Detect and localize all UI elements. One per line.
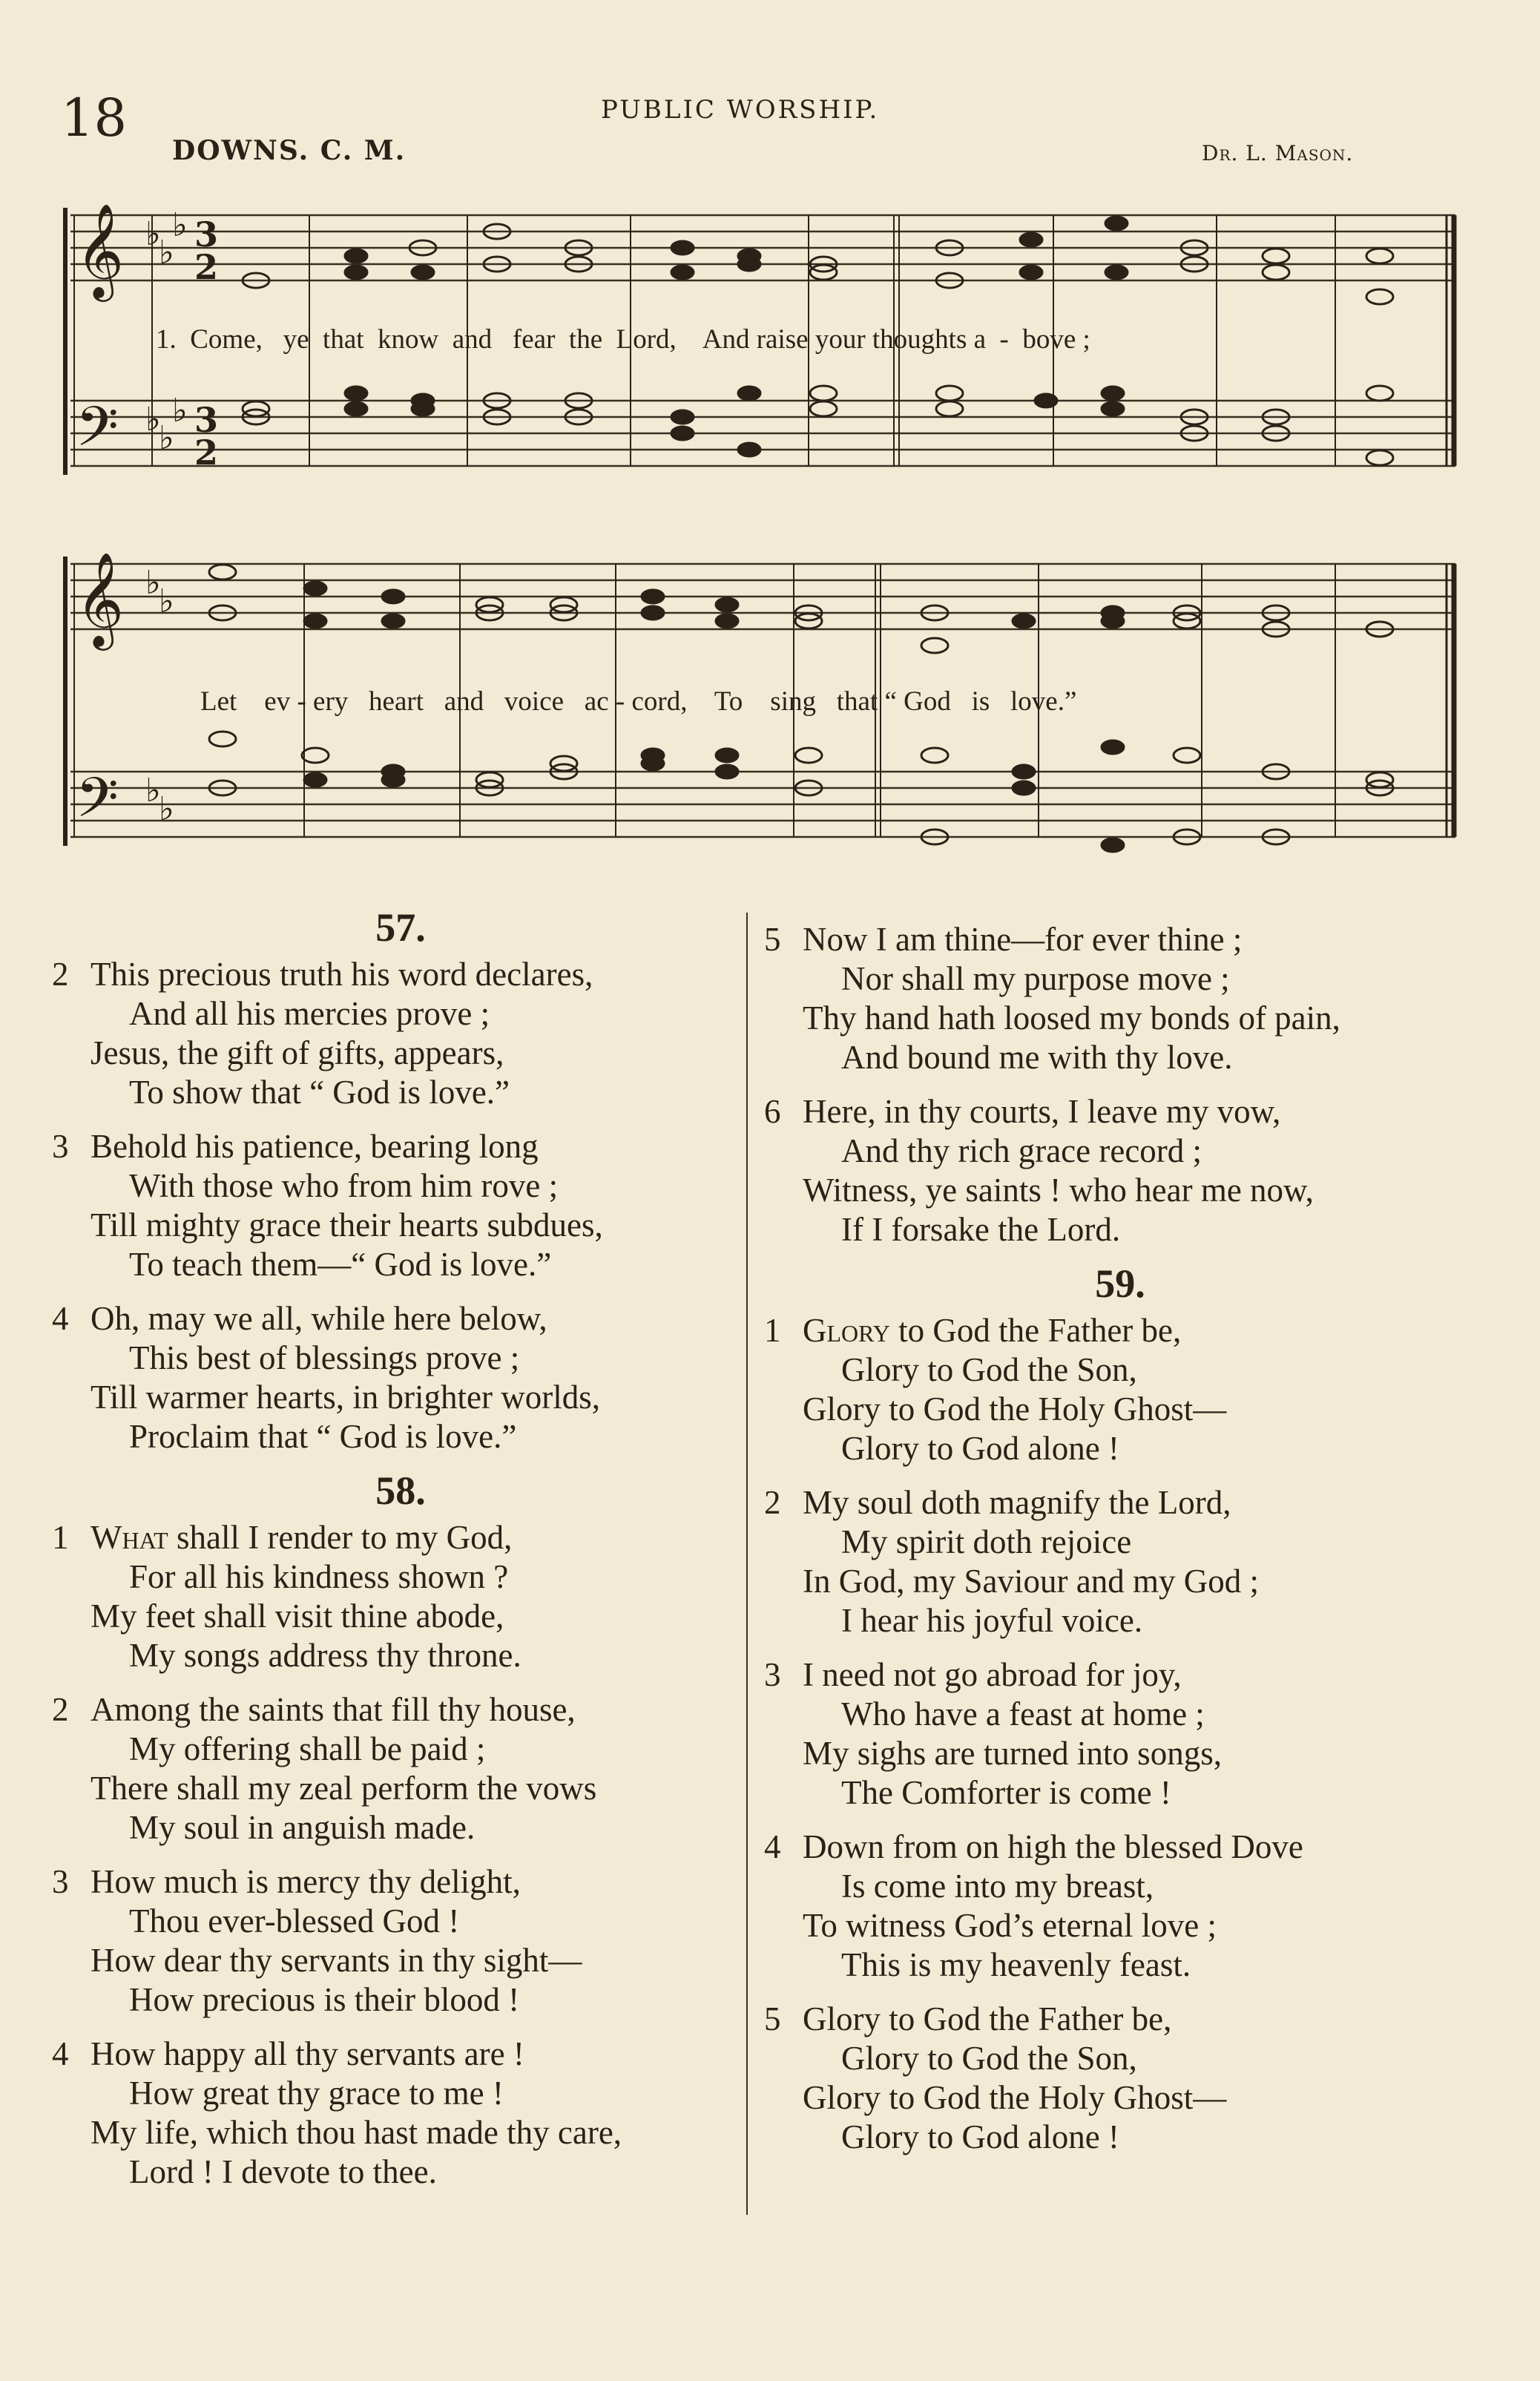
verse-line: I need not go abroad for joy, [803,1656,1182,1693]
stanza [52,1299,749,1456]
verse-line [803,1311,1226,1350]
first-word: Glory [803,1312,890,1349]
verse-line: How happy all thy servants are ! [91,2035,524,2072]
verse-line: Lord ! I devote to thee. [129,2153,437,2190]
svg-text:2: 2 [194,433,219,473]
verse-line: This precious truth his word declares, [91,956,593,993]
stanza [52,2034,749,2192]
hymn-column-right [764,920,1476,2172]
stanza [52,955,749,1112]
stanza-number: 3 [52,1863,69,1900]
stanza [764,1483,1476,1641]
verse-line: Glory to God the Son, [841,2040,1137,2077]
stanza-number: 6 [764,1093,781,1130]
bass-staff [70,772,1455,837]
stanza-lines [91,1127,603,1284]
verse-line [91,1518,521,1557]
verse-line: Glory to God the Son, [841,1351,1137,1388]
verse-line: Proclaim that “ God is love.” [129,1418,517,1455]
verse-line: Is come into my breast, [841,1868,1154,1905]
verse-line: This is my heavenly feast. [841,1946,1191,1983]
svg-text:♭: ♭ [159,234,174,272]
verse-line: My soul in anguish made. [129,1809,476,1846]
verse-line: Jesus, the gift of gifts, appears, [91,1034,504,1071]
verse-line: My spirit doth rejoice [841,1523,1132,1560]
verse-line: How precious is their blood ! [129,1981,520,2018]
svg-text:♭: ♭ [172,206,188,244]
verse-line: Glory to God the Holy Ghost— [803,2079,1227,2116]
verse-line: Oh, may we all, while here below, [91,1300,547,1337]
page-number: 18 [61,88,128,148]
stanza [764,1311,1476,1468]
svg-text:♭: ♭ [145,401,161,439]
stanza-lines [803,1311,1226,1468]
stanza-lines [91,2034,622,2192]
treble-staff [70,564,1455,629]
svg-text:♭: ♭ [145,772,161,809]
first-line-rest: shall I render to my God, [168,1519,513,1556]
verse-line: To teach them—“ God is love.” [129,1246,552,1283]
verse-line: Till warmer hearts, in brighter worlds, [91,1379,600,1416]
verse-line: Behold his patience, bearing long [91,1128,539,1165]
verse-line: My songs address thy throne. [129,1637,521,1674]
svg-text:♭: ♭ [159,582,174,620]
stanza-number: 1 [52,1519,69,1556]
tune-name: DOWNS. C. M. [172,135,407,166]
stanza [52,1690,749,1848]
verse-line: My sighs are turned into songs, [803,1735,1222,1772]
verse-line: Glory to God the Holy Ghost— [803,1390,1227,1428]
verse-line: How much is mercy thy delight, [91,1863,521,1900]
treble-clef-icon: 𝄞 [76,203,125,298]
verse-line: My life, which thou hast made thy care, [91,2114,622,2151]
stanza [764,920,1476,1077]
hymn-column-left [52,904,749,2207]
verse-line: Nor shall my purpose move ; [841,960,1230,997]
verse-line: Among the saints that fill thy house, [91,1691,576,1728]
verse-line: Glory to God alone ! [841,2118,1119,2155]
stanza-number: 5 [764,921,781,958]
stanza-lines [91,1862,582,2020]
verse-line: For all his kindness shown ? [129,1558,509,1595]
stanza [764,1827,1476,1985]
verse-line: Down from on high the blessed Dove [803,1828,1303,1865]
stanza-number: 3 [764,1656,781,1693]
stanza-lines [91,1299,600,1456]
verse-line: And bound me with thy love. [841,1039,1233,1076]
verse-line: Thy hand hath loosed my bonds of pain, [803,999,1340,1037]
verse-line: To show that “ God is love.” [129,1074,510,1111]
svg-text:3: 3 [194,400,219,440]
verse-line: With those who from him rove ; [129,1167,559,1204]
stanza-number: 2 [52,1691,69,1728]
verse-line: In God, my Saviour and my God ; [803,1563,1259,1600]
verse-line: This best of blessings prove ; [129,1339,520,1376]
treble-clef-icon: 𝄞 [76,551,125,646]
verse-line: There shall my zeal perform the vows [91,1770,597,1807]
verse-line: Glory to God alone ! [841,1430,1119,1467]
lyric-line-2: Let ev - ery heart and voice ac - cord, To sing that “ God is love.” [200,686,1077,717]
stanza-number: 3 [52,1128,69,1165]
svg-text:3: 3 [194,214,219,254]
first-word: What [91,1519,168,1556]
svg-text:♭: ♭ [145,215,161,253]
verse-line: Witness, ye saints ! who hear me now, [803,1172,1314,1209]
stanza-lines [803,920,1340,1077]
stanza [764,1092,1476,1249]
verse-line: And thy rich grace record ; [841,1132,1202,1169]
stanza [52,1518,749,1675]
verse-line: I hear his joyful voice. [841,1602,1143,1639]
bass-clef-icon: 𝄢 [76,766,119,844]
verse-line: My soul doth magnify the Lord, [803,1484,1231,1521]
stanza-number: 4 [764,1828,781,1865]
treble-staff [70,215,1455,280]
verse-line: The Comforter is come ! [841,1774,1171,1811]
verse-line: And all his mercies prove ; [129,995,490,1032]
verse-line: If I forsake the Lord. [841,1211,1121,1248]
svg-text:♭: ♭ [159,790,174,828]
verse-line: Till mighty grace their hearts subdues, [91,1206,603,1244]
stanza [764,2000,1476,2157]
stanza-lines [803,1827,1303,1985]
svg-text:2: 2 [194,247,219,287]
stanza-lines [803,1655,1222,1813]
stanza-lines [91,1518,521,1675]
clefs-and-signature [76,551,174,844]
verse-line: Thou ever-blessed God ! [129,1902,460,1940]
stanza-number: 1 [764,1312,781,1349]
verse-line: Now I am thine—for ever thine ; [803,921,1243,958]
stanza-lines [91,955,593,1112]
svg-text:♭: ♭ [159,419,174,457]
hymn-number-57: 57. [375,905,426,950]
hymn-number-58: 58. [375,1468,426,1513]
hymn-number-59: 59. [1095,1261,1145,1306]
running-head: PUBLIC WORSHIP. [601,95,880,125]
stanza-lines [803,1483,1259,1641]
verse-line: Who have a feast at home ; [841,1695,1205,1733]
verse-line: My offering shall be paid ; [129,1730,486,1767]
stanza-lines [91,1690,596,1848]
bass-clef-icon: 𝄢 [76,395,119,473]
stanza-number: 2 [764,1484,781,1521]
verse-line: Here, in thy courts, I leave my vow, [803,1093,1281,1130]
verse-line: How great thy grace to me ! [129,2075,504,2112]
stanza-number: 4 [52,2035,69,2072]
verse-line: Glory to God the Father be, [803,2000,1172,2037]
lyric-line-1: 1. Come, ye that know and fear the Lord, And raise your thoughts a - bove ; [156,324,1090,355]
stanza-number: 4 [52,1300,69,1337]
stanza-number: 5 [764,2000,781,2037]
verse-line: My feet shall visit thine abode, [91,1597,504,1635]
stanza-lines [803,2000,1226,2157]
verse-line: To witness God’s eternal love ; [803,1907,1217,1944]
stanza-number: 2 [52,956,69,993]
svg-text:♭: ♭ [172,392,188,430]
bass-staff [70,401,1455,466]
first-line-rest: to God the Father be, [889,1312,1182,1349]
composer-credit: Dr. L. Mason. [1202,141,1354,165]
stanza [52,1862,749,2020]
verse-line: How dear thy servants in thy sight— [91,1942,582,1979]
stanza [52,1127,749,1284]
stanza-lines [803,1092,1314,1249]
svg-text:♭: ♭ [145,564,161,602]
stanza [764,1655,1476,1813]
